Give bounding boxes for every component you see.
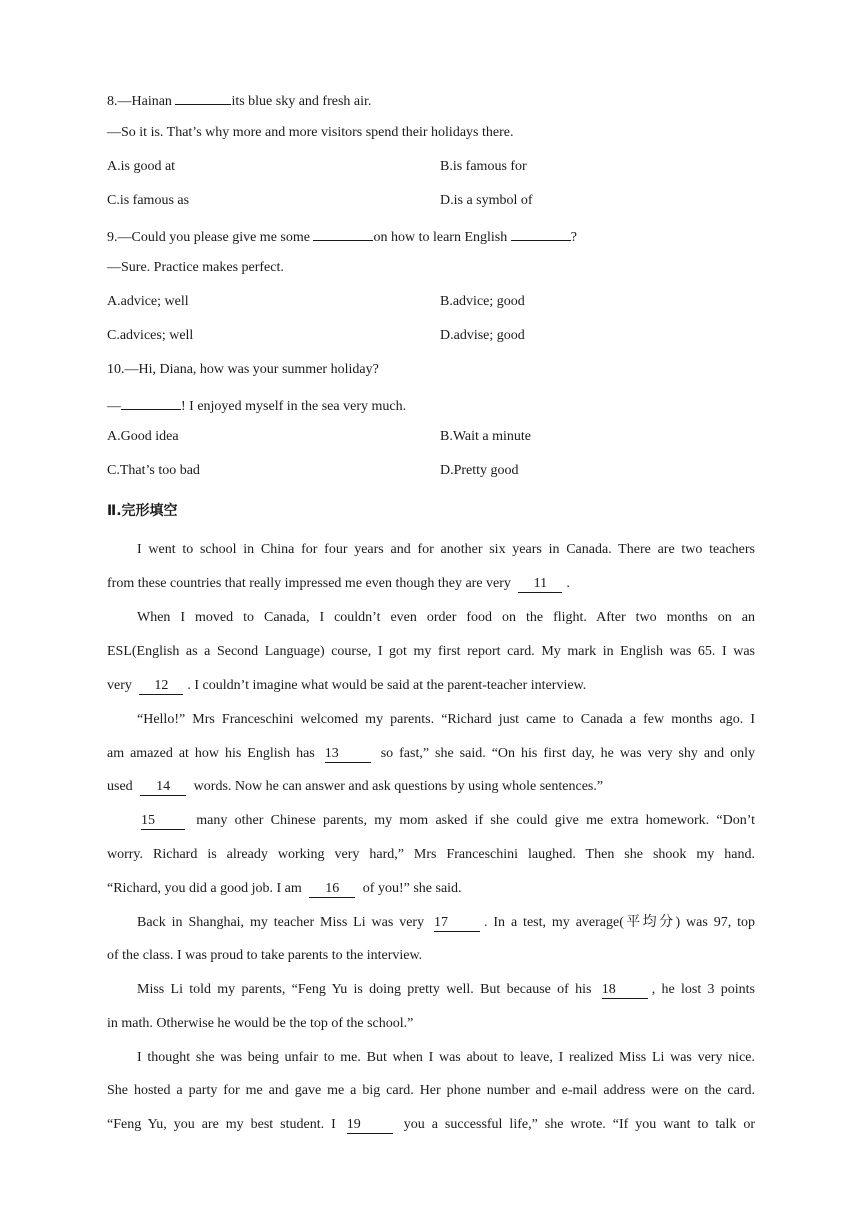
passage-line: 15 many other Chinese parents, my mom asked if she could give me extra homework. “Don’t — [141, 813, 755, 828]
answer-blank — [121, 394, 181, 410]
blank-11: 11 — [518, 576, 562, 593]
q8-stem: 8.—Hainan its blue sky and fresh air. — [107, 89, 755, 112]
q10-reply: — ! I enjoyed myself in the sea very much. — [107, 394, 755, 417]
blank-17: 17 — [434, 915, 480, 932]
blank-15: 15 — [141, 813, 185, 830]
passage-line: used 14 words. Now he can answer and ask questions by using whole sentences.” — [107, 779, 604, 794]
q8-option-a: A.is good at — [107, 159, 176, 174]
q10-option-c: C.That’s too bad — [107, 463, 200, 478]
q8-option-c: C.is famous as — [107, 193, 190, 208]
q9-stem: 9.—Could you please give me some on how to learn English ? — [107, 225, 755, 248]
passage-line: ESL(English as a Second Language) course, I got my first report card. My mark in English was 65. I was — [107, 644, 755, 659]
passage-line: from these countries that really impressed me even though they are very 11 . — [107, 576, 570, 591]
answer-blank — [175, 89, 231, 105]
q9-option-c: C.advices; well — [107, 328, 194, 343]
q9-option-d: D.advise; good — [440, 328, 525, 343]
passage-line: She hosted a party for me and gave me a big card. Her phone number and e-mail address were on the card. — [107, 1083, 755, 1098]
passage-line: Miss Li told my parents, “Feng Yu is doing pretty well. But because of his 18 , he lost 3 points — [137, 982, 755, 997]
passage-line: of the class. I was proud to take parents to the interview. — [107, 948, 423, 963]
q10-option-d: D.Pretty good — [440, 463, 519, 478]
passage-line: in math. Otherwise he would be the top of the school.” — [107, 1016, 414, 1031]
passage-line: worry. Richard is already working very hard,” Mrs Franceschini laughed. Then she shook my hand. — [107, 847, 755, 862]
q10-option-a: A.Good idea — [107, 429, 179, 444]
q10-stem: 10.—Hi, Diana, how was your summer holiday? — [107, 362, 379, 377]
passage-line: am amazed at how his English has 13 so fast,” she said. “On his first day, he was very shy and only — [107, 746, 755, 761]
passage-line: “Richard, you did a good job. I am 16 of you!” she said. — [107, 881, 462, 896]
blank-12: 12 — [139, 678, 183, 695]
answer-blank — [313, 225, 373, 241]
q10-option-b: B.Wait a minute — [440, 429, 532, 444]
answer-blank — [511, 225, 571, 241]
passage-line: I thought she was being unfair to me. But when I was about to leave, I realized Miss Li was very nice. — [137, 1050, 755, 1065]
q8-option-d: D.is a symbol of — [440, 193, 533, 208]
passage-line: I went to school in China for four years and for another six years in Canada. There are two teachers — [137, 542, 755, 557]
blank-14: 14 — [140, 779, 186, 796]
q9-option-a: A.advice; well — [107, 294, 189, 309]
passage-line: very 12 . I couldn’t imagine what would be said at the parent-teacher interview. — [107, 678, 587, 693]
q9-reply: —Sure. Practice makes perfect. — [107, 260, 284, 275]
q8-reply: —So it is. That’s why more and more visitors spend their holidays there. — [107, 125, 514, 140]
q8-option-b: B.is famous for — [440, 159, 527, 174]
passage-line: “Feng Yu, you are my best student. I 19 you a successful life,” she wrote. “If you want to talk or — [107, 1117, 755, 1132]
passage-line: Back in Shanghai, my teacher Miss Li was very 17 . In a test, my average(平均分) was 97, top — [137, 915, 755, 930]
blank-16: 16 — [309, 881, 355, 898]
q9-option-b: B.advice; good — [440, 294, 525, 309]
section-heading: Ⅱ.完形填空 — [107, 503, 178, 519]
blank-19: 19 — [347, 1117, 393, 1134]
blank-13: 13 — [325, 746, 371, 763]
passage-line: “Hello!” Mrs Franceschini welcomed my parents. “Richard just came to Canada a few months ago. I — [137, 712, 755, 727]
passage-line: When I moved to Canada, I couldn’t even order food on the flight. After two months on an — [137, 610, 755, 625]
blank-18: 18 — [602, 982, 648, 999]
